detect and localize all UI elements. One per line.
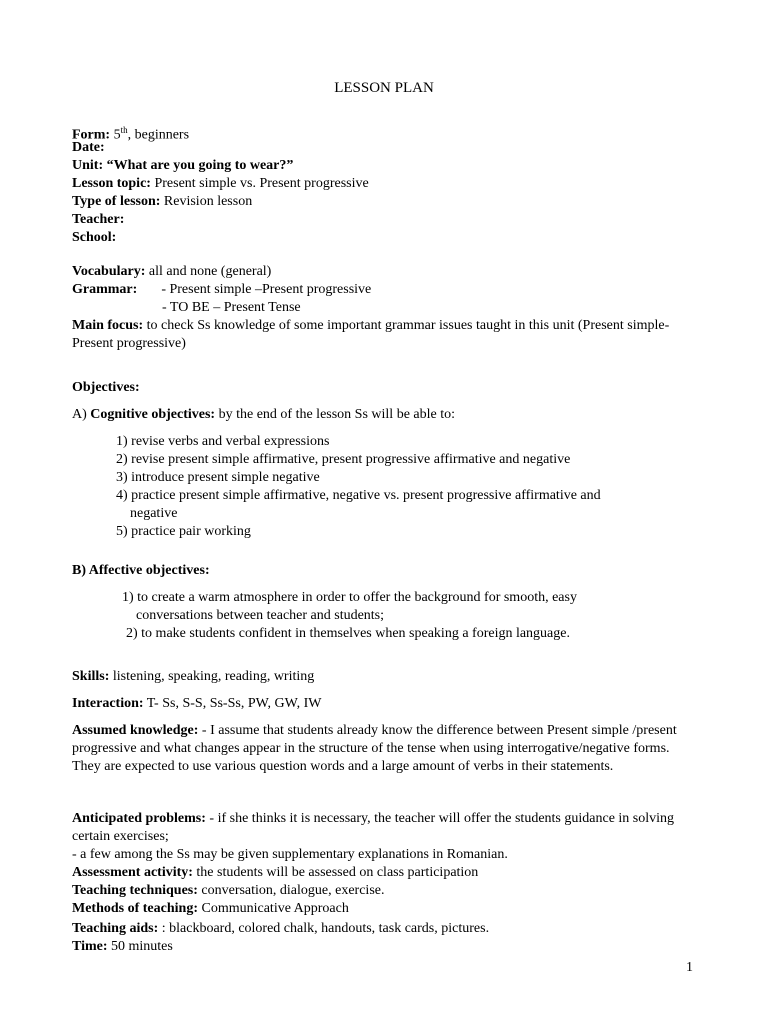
main-focus-label: Main focus:: [72, 318, 144, 333]
cognitive-list: [72, 433, 736, 541]
list-item: 1) to create a warm atmosphere in order to offer the background for smooth, easy: [122, 590, 577, 605]
list-item-continuation: conversations between teacher and students;: [136, 608, 385, 623]
skills-line: [72, 668, 692, 686]
type-line: [72, 193, 692, 211]
list-item: 1) revise verbs and verbal expressions: [116, 434, 330, 449]
main-focus: [72, 317, 692, 353]
cognitive-prefix: A): [72, 407, 91, 422]
school-line: [72, 229, 692, 247]
vocabulary-value: all and none (general): [145, 264, 272, 279]
affective-heading-text: B) Affective objectives:: [72, 563, 210, 578]
closing-section: [72, 920, 692, 956]
main-focus-value: to check Ss knowledge of some important grammar issues taught in this unit (Present simple- Present progressive): [72, 318, 670, 351]
page-number: 1: [686, 960, 693, 975]
list-item: 3) introduce present simple negative: [116, 470, 320, 485]
time-label: Time:: [72, 939, 108, 954]
grammar-line: [72, 281, 692, 299]
grammar-item-2: - TO BE – Present Tense: [162, 300, 301, 315]
form-num: 5: [113, 127, 121, 143]
assumed-knowledge-label: Assumed knowledge:: [72, 723, 199, 738]
methods-line: [72, 900, 692, 918]
form-rest: , beginners: [127, 127, 190, 143]
techniques-label: Teaching techniques:: [72, 883, 198, 898]
teacher-line: [72, 211, 692, 229]
cognitive-label: Cognitive objectives:: [90, 407, 216, 422]
interaction-label: Interaction:: [72, 696, 144, 711]
topic-value: Present simple vs. Present progressive: [150, 176, 369, 191]
focus-section: [72, 263, 692, 353]
topic-label: Lesson topic:: [72, 176, 151, 191]
form-line: [72, 121, 692, 143]
vocabulary-label: Vocabulary:: [72, 264, 146, 279]
assessment-line: [72, 864, 692, 882]
anticipated-problems-label: Anticipated problems:: [72, 811, 206, 826]
methods-value: Communicative Approach: [198, 901, 349, 916]
methods-label: Methods of teaching:: [72, 901, 198, 916]
techniques-line: [72, 882, 692, 900]
header-info: [72, 121, 692, 247]
cognitive-objectives-line: [72, 406, 692, 424]
cognitive-value: by the end of the lesson Ss will be able to:: [215, 407, 456, 422]
skills-value: listening, speaking, reading, writing: [109, 669, 315, 684]
list-item-continuation: negative: [130, 506, 178, 521]
page-title: LESSON PLAN: [334, 80, 434, 96]
anticipated-problems: [72, 810, 692, 846]
aids-value: : blackboard, colored chalk, handouts, task cards, pictures.: [158, 921, 490, 936]
techniques-value: conversation, dialogue, exercise.: [197, 883, 385, 898]
anticipated-problems-value: - if she thinks it is necessary, the teacher will offer the students guidance in solving certain exercises;: [72, 811, 675, 844]
skills-label: Skills:: [72, 669, 110, 684]
aids-label: Teaching aids:: [72, 921, 159, 936]
list-item: 4) practice present simple affirmative, negative vs. present progressive affirmative and: [116, 488, 601, 503]
unit-text: Unit: “What are you going to wear?”: [72, 158, 294, 173]
list-item: 5) practice pair working: [116, 524, 251, 539]
grammar-item-1: - Present simple –Present progressive: [161, 282, 372, 297]
vocabulary-line: [72, 263, 692, 281]
affective-list: [72, 589, 742, 643]
school-label: School:: [72, 230, 117, 245]
aids-line: [72, 920, 692, 938]
interaction-line: [72, 695, 692, 713]
assumed-knowledge: [72, 722, 692, 776]
anticipated-problems-2: - a few among the Ss may be given supplementary explanations in Romanian.: [72, 847, 508, 862]
form-label: Form:: [72, 127, 111, 143]
assumed-knowledge-value: - I assume that students already know the difference between Present simple /present progressive and what changes appear in the structure of the tense when using interrogative/negative forms. They are expected to use various question words and a large amount of verbs in their statements.: [72, 723, 677, 774]
objectives-heading-text: Objectives:: [72, 380, 140, 395]
time-value: 50 minutes: [107, 939, 173, 954]
topic-line: [72, 175, 692, 193]
list-item: 2) to make students confident in themselves when speaking a foreign language.: [126, 626, 570, 641]
unit-line: [72, 157, 692, 175]
grammar-label: Grammar:: [72, 282, 138, 297]
objectives-heading: [72, 379, 692, 397]
assessment-label: Assessment activity:: [72, 865, 193, 880]
date-label: Date:: [72, 140, 105, 155]
affective-heading: [72, 562, 692, 580]
anticipated-problems-section: [72, 810, 692, 918]
type-value: Revision lesson: [160, 194, 253, 209]
form-sup: th: [120, 125, 128, 135]
time-line: [72, 938, 692, 956]
type-label: Type of lesson:: [72, 194, 161, 209]
list-item: 2) revise present simple affirmative, present progressive affirmative and negative: [116, 452, 571, 467]
interaction-value: T- Ss, S-S, Ss-Ss, PW, GW, IW: [143, 696, 322, 711]
assessment-value: the students will be assessed on class participation: [192, 865, 479, 880]
teacher-label: Teacher:: [72, 212, 125, 227]
